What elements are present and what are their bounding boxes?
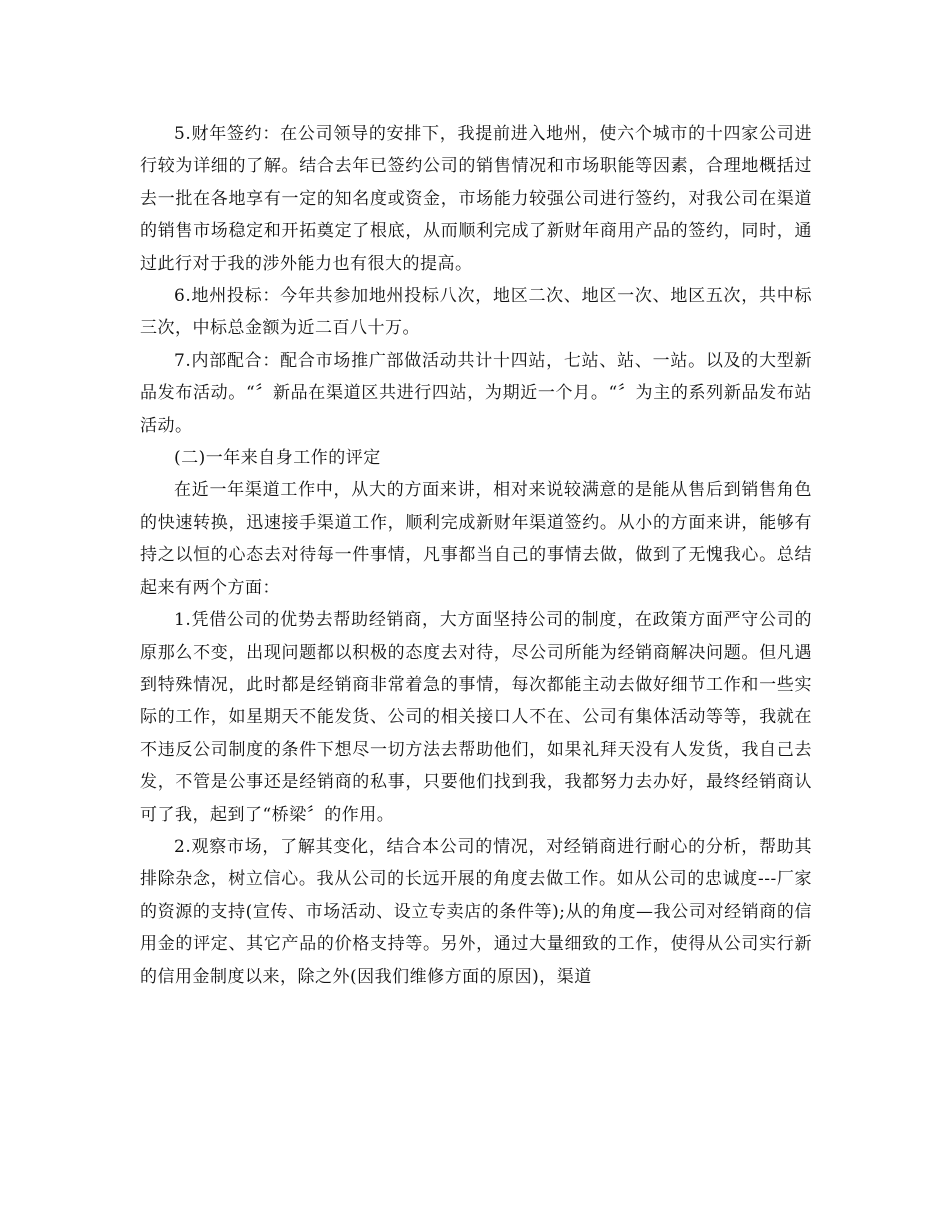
paragraph-fiscal-signing: 5.财年签约：在公司领导的安排下，我提前进入地州，使六个城市的十四家公司进行较为详细的了解。结合去年已签约公司的销售情况和市场职能等因素，合理地概括过去一批在各地享有一定的知名度或资金，市场能力较强公司进行签约，对我公司在渠道的销售市场稳定和开拓奠定了根底，从而顺利完成了新财年商用产品的签约，同时，通过此行对于我的涉外能力也有很大的提高。 <box>140 124 812 274</box>
paragraph-internal-cooperation: 7.内部配合：配合市场推广部做活动共计十四站，七站、站、一站。以及的大型新品发布活动。“〞新品在渠道区共进行四站，为期近一个月。“〞为主的系列新品发布站活动。 <box>140 350 812 436</box>
paragraph-evaluation-summary: 在近一年渠道工作中，从大的方面来讲，相对来说较满意的是能从售后到销售角色的快速转换，迅速接手渠道工作，顺利完成新财年渠道签约。从小的方面来讲，能够有持之以恒的心态去对待每一件事情，凡事都当自己的事情去做，做到了无愧我心。总结起来有两个方面： <box>140 480 812 598</box>
paragraph-point-two: 2.观察市场，了解其变化，结合本公司的情况，对经销商进行耐心的分析，帮助其排除杂念，树立信心。我从公司的长远开展的角度去做工作。如从公司的忠诚度---厂家的资源的支持(宣传、市场活动、设立专卖店的条件等);从的角度—我公司对经销商的信用金的评定、其它产品的价格支持等。另外，通过大量细致的工作，使得从公司实行新的信用金制度以来，除之外(因我们维修方面的原因)，渠道 <box>140 836 812 987</box>
paragraph-regional-bidding: 6.地州投标：今年共参加地州投标八次，地区二次、地区一次、地区五次，共中标三次，中标总金额为近二百八十万。 <box>140 286 812 339</box>
paragraph-point-one: 1.凭借公司的优势去帮助经销商，大方面坚持公司的制度，在政策方面严守公司的原那么不变，出现问题都以积极的态度去对待，尽公司所能为经销商解决问题。但凡遇到特殊情况，此时都是经销商非常着急的事情，每次都能主动去做好细节工作和一些实际的工作，如星期天不能发货、公司的相关接口人不在、公司有集体活动等等，我就在不违反公司制度的条件下想尽一切方法去帮助他们，如果礼拜天没有人发货，我自己去发，不管是公事还是经销商的私事，只要他们找到我，我都努力去办好，最终经销商认可了我，起到了“桥梁〞的作用。 <box>140 610 812 825</box>
document-page <box>140 118 812 993</box>
section-heading-self-evaluation: (二)一年来自身工作的评定 <box>174 448 381 469</box>
